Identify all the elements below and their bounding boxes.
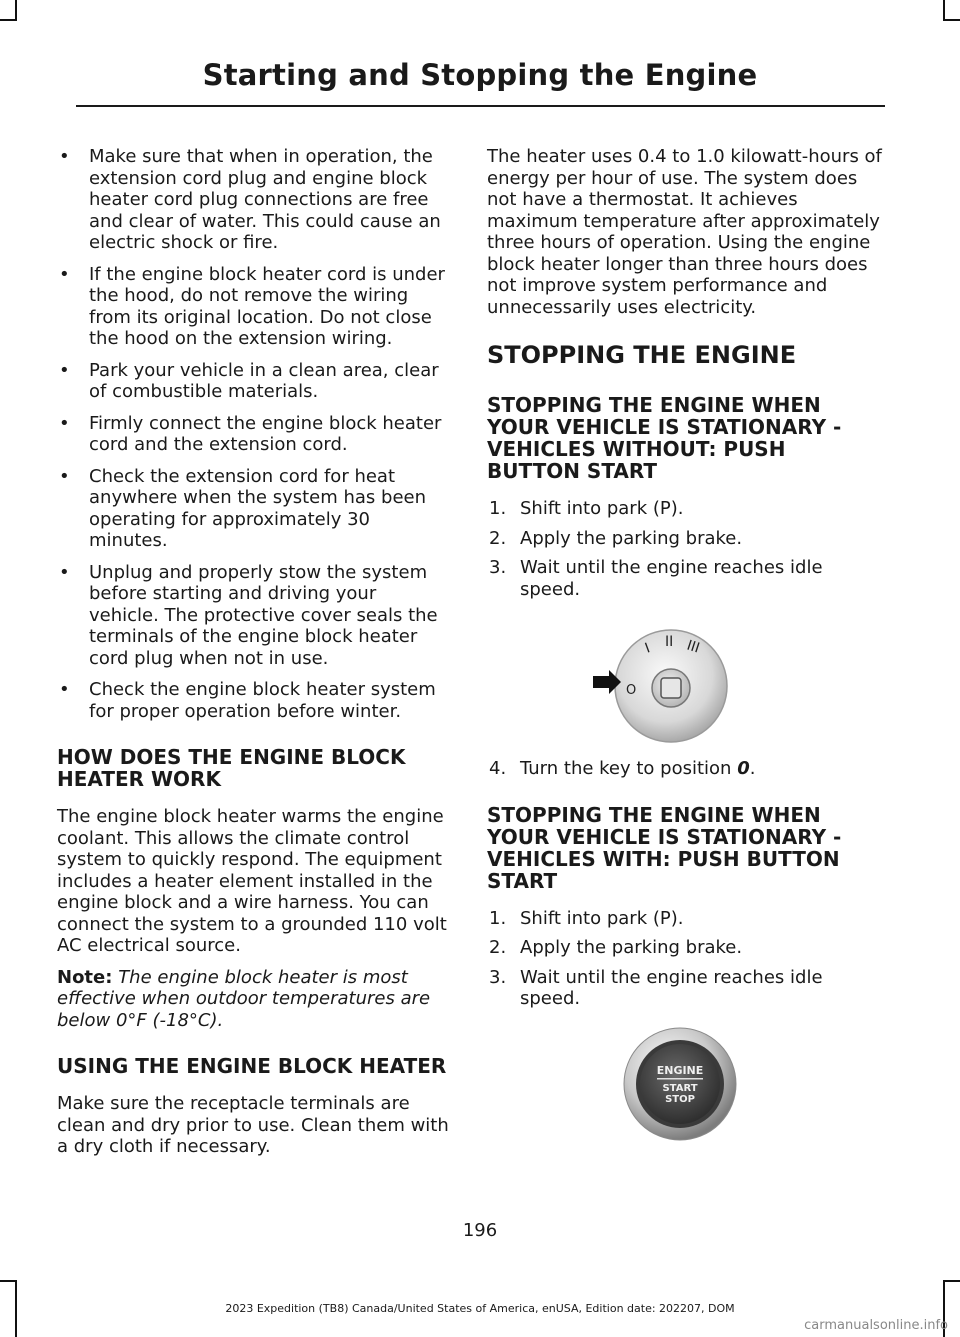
key-position-value: 0 (737, 758, 750, 779)
heading-stopping-engine: STOPPING THE ENGINE (487, 341, 797, 369)
page-header-title: Starting and Stopping the Engine (202, 58, 758, 92)
header-divider (76, 105, 885, 107)
bullet-mark: • (59, 679, 70, 700)
crop-mark-top-left-v (15, 0, 17, 20)
list-item: 4. Turn the key to position 0. (489, 758, 756, 779)
heading-how-heater-works: HOW DOES THE ENGINE BLOCK HEATER WORK (57, 745, 406, 791)
paragraph-using-heater: Make sure the receptacle terminals are clean and dry prior to use. Clean them with a dry cloth if necessary. (57, 1093, 449, 1157)
crop-mark-bottom-right-h (943, 1280, 960, 1282)
bullet-mark: • (59, 146, 70, 167)
list-item: 1. Shift into park (P). (489, 907, 684, 929)
crop-mark-top-right-v (943, 0, 945, 20)
list-item: 1. Shift into park (P). (489, 498, 684, 519)
list-item: 3. Wait until the engine reaches idle speed. (489, 966, 823, 1009)
watermark: carmanualsonline.info (804, 1318, 948, 1333)
engine-label: ENGINE (656, 1063, 704, 1077)
position-zero-label: O (626, 683, 637, 698)
list-item: 2. Apply the parking brake. (489, 527, 743, 549)
crop-mark-top-left-h (0, 19, 17, 21)
bullet-mark: • (59, 412, 70, 434)
position-ii-label: II (665, 634, 674, 650)
position-iii-label: III (684, 637, 702, 657)
list-item: • Park your vehicle in a clean area, clear of combustible materials. (59, 359, 439, 402)
heading-stop-without-push-button: STOPPING THE ENGINE WHEN YOUR VEHICLE IS STATIONARY - VEHICLES WITHOUT: PUSH BUTTON START (487, 393, 842, 483)
start-label: START (662, 1082, 698, 1094)
position-i-label: I (642, 640, 653, 657)
bullet-mark: • (59, 359, 70, 381)
bullet-mark: • (59, 561, 70, 583)
note-text: The engine block heater is most effective when outdoor temperatures are below 0°F (-18°C). (57, 966, 431, 1031)
right-column (487, 146, 883, 1168)
left-column (57, 146, 450, 1168)
precaution-list (57, 146, 450, 722)
paragraph-heater-energy: The heater uses 0.4 to 1.0 kilowatt-hours of energy per hour of use. The system does not have a thermostat. It achieves maximum temperature after approximately three hours of operation. Using the engine block heater longer than three hours does not improve system performance and unnecessarily uses electricity. (487, 146, 882, 318)
list-item: • Firmly connect the engine block heater cord and the extension cord. (59, 412, 442, 455)
heading-using-heater: USING THE ENGINE BLOCK HEATER (57, 1054, 447, 1078)
paragraph-how-heater-works: The engine block heater warms the engine coolant. This allows the climate control system to quickly respond. The equipment includes a heater element installed in the engine block and a wire harness. You can connect the system to a grounded 110 volt AC electrical source. (57, 806, 447, 956)
list-item: 3. Wait until the engine reaches idle speed. (489, 557, 823, 600)
list-item: • Check the engine block heater system for proper operation before winter. (59, 679, 436, 722)
page-number: 196 (462, 1220, 498, 1241)
list-item: • Unplug and properly stow the system before starting and driving your vehicle. The protective cover seals the terminals of the engine block heater cord plug when not in use. (59, 561, 438, 669)
list-item: 2. Apply the parking brake. (489, 937, 743, 958)
crop-mark-top-right-h (943, 19, 960, 21)
ignition-switch-icon (587, 616, 757, 756)
heading-stop-with-push-button: STOPPING THE ENGINE WHEN YOUR VEHICLE IS STATIONARY - VEHICLES WITH: PUSH BUTTON START (487, 802, 842, 893)
ignition-key-figure (487, 608, 883, 758)
engine-start-stop-button-icon (615, 1022, 745, 1152)
crop-mark-bottom-left-h (0, 1280, 17, 1282)
note (57, 967, 450, 1032)
note-label: Note: (57, 966, 113, 988)
stop-label: STOP (665, 1093, 695, 1105)
bullet-mark: • (59, 263, 70, 285)
steps-without-push-button (487, 498, 883, 600)
steps-with-push-button (487, 908, 883, 1010)
list-item: • Check the extension cord for heat anywhere when the system has been operating for approximately 30 minutes. (59, 465, 427, 551)
list-item: • If the engine block heater cord is under the hood, do not remove the wiring from its original location. Do not close the hood on the extension wiring. (59, 263, 445, 349)
bullet-mark: • (59, 465, 70, 487)
step-four (487, 758, 883, 780)
push-button-figure (487, 1018, 883, 1168)
list-item: • Make sure that when in operation, the extension cord plug and engine block heater cord plug connections are free and clear of water. This could cause an electric shock or fire. (59, 146, 441, 253)
page-footer: 2023 Expedition (TB8) Canada/United States of America, enUSA, Edition date: 202207, DOM (225, 1302, 735, 1315)
